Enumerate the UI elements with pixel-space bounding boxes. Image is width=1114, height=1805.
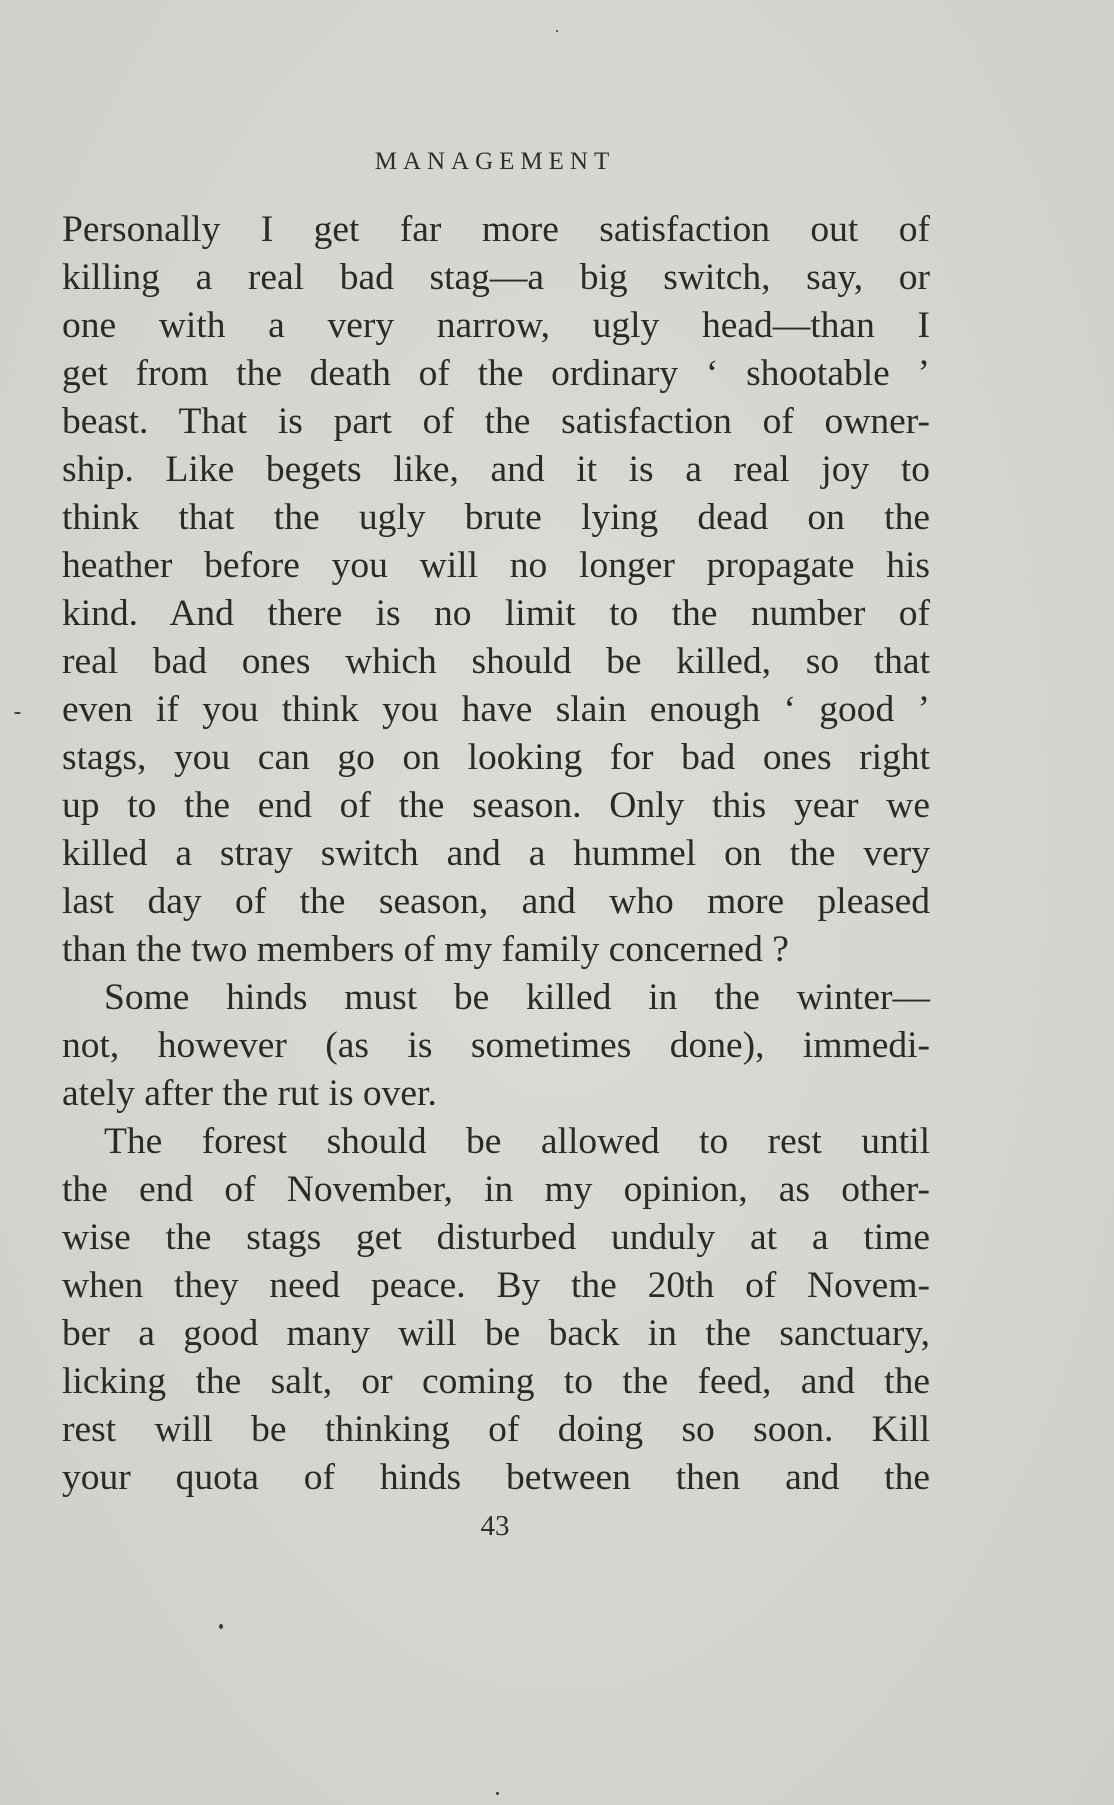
text-line: ship. Like begets like, and it is a real joy to bbox=[62, 449, 930, 490]
text-line: not, however (as is sometimes done), immedi- bbox=[62, 1025, 930, 1066]
text-line: than the two members of my family concerned ? bbox=[62, 929, 789, 970]
paper-speck bbox=[556, 30, 558, 32]
text-line: last day of the season, and who more pleased bbox=[62, 881, 930, 922]
text-line: wise the stags get disturbed unduly at a time bbox=[62, 1217, 930, 1258]
text-line: stags, you can go on looking for bad ones right bbox=[62, 737, 930, 778]
text-line: one with a very narrow, ugly head—than I bbox=[62, 305, 930, 346]
paper-speck bbox=[14, 712, 21, 714]
text-line: the end of November, in my opinion, as other- bbox=[62, 1169, 930, 1210]
paper-speck bbox=[496, 1792, 499, 1795]
text-line: Some hinds must be killed in the winter— bbox=[104, 977, 930, 1018]
text-line: think that the ugly brute lying dead on the bbox=[62, 497, 930, 538]
text-line: beast. That is part of the satisfaction of owner- bbox=[62, 401, 930, 442]
text-line: get from the death of the ordinary ‘ shootable ’ bbox=[62, 353, 930, 394]
text-line: when they need peace. By the 20th of Novem- bbox=[62, 1265, 930, 1306]
running-head: MANAGEMENT bbox=[374, 148, 616, 175]
text-line: ately after the rut is over. bbox=[62, 1073, 437, 1114]
paper-speck bbox=[219, 1624, 223, 1629]
text-line: real bad ones which should be killed, so that bbox=[62, 641, 930, 682]
text-line: kind. And there is no limit to the number of bbox=[62, 593, 930, 634]
text-line: heather before you will no longer propagate his bbox=[62, 545, 930, 586]
text-line: rest will be thinking of doing so soon. Kill bbox=[62, 1409, 930, 1450]
body-text bbox=[62, 206, 930, 1502]
text-line: The forest should be allowed to rest until bbox=[104, 1121, 930, 1162]
text-line: up to the end of the season. Only this year we bbox=[62, 785, 930, 826]
text-line: even if you think you have slain enough ‘ good ’ bbox=[62, 689, 930, 730]
text-line: licking the salt, or coming to the feed, and the bbox=[62, 1361, 930, 1402]
text-line: ber a good many will be back in the sanctuary, bbox=[62, 1313, 930, 1354]
text-line: Personally I get far more satisfaction out of bbox=[62, 209, 930, 250]
text-line: your quota of hinds between then and the bbox=[62, 1457, 930, 1498]
text-line: killing a real bad stag—a big switch, say, or bbox=[62, 257, 930, 298]
text-line: killed a stray switch and a hummel on the very bbox=[62, 833, 930, 874]
page-number: 43 bbox=[480, 1510, 510, 1542]
